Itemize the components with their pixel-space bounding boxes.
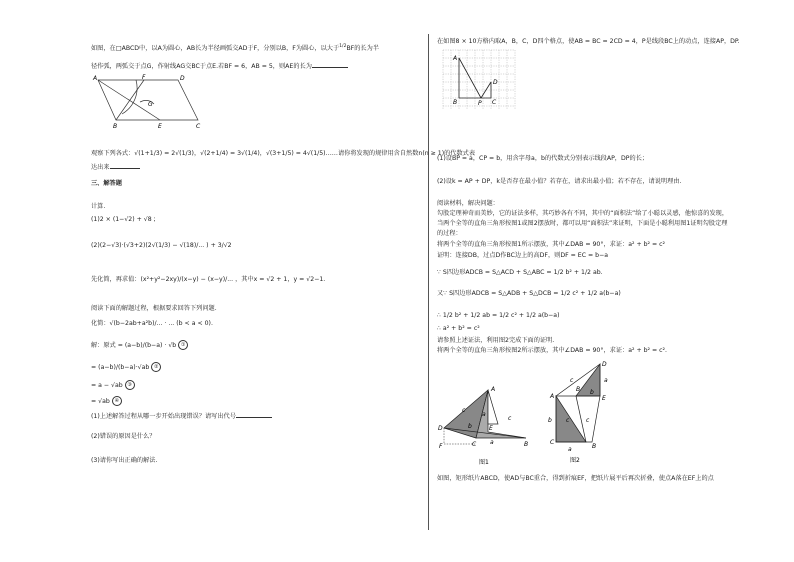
label-E: E xyxy=(158,123,162,130)
q-reading-intro: 阅读下面的解题过程，根据要求回答下列问题. xyxy=(91,305,217,312)
label-F: F xyxy=(142,74,146,81)
label-B: B xyxy=(113,123,118,130)
step-mark: ② xyxy=(151,362,161,372)
q-reading-ask2: (2)错误的原因是什么？ xyxy=(91,433,156,440)
grid-figure xyxy=(441,48,523,114)
label-G: G xyxy=(148,101,153,108)
fig1-label-C: C xyxy=(472,441,477,448)
q-grid-ask2: (2)设k = AP + DP，k是否存在最小值？若存在，请求出最小值；若不存在，请说明理由. xyxy=(437,178,682,185)
q-reading2-p3: 的过程： xyxy=(437,230,462,237)
fig2-label-E: E xyxy=(602,395,606,402)
fig2-label-c3: c xyxy=(586,417,590,424)
q-reading2-p1: 勾股定理神奇而美妙，它的证法多样，其巧妙各有不同，其中的“面积法”给了小聪以灵感，他惊喜的发现， xyxy=(437,210,729,217)
q-reading2-p11: 将两个全等的直角三角形按图2所示摆放，其中∠DAB = 90°，求证：a² + b² = c². xyxy=(437,347,667,354)
parallelogram-shape xyxy=(98,80,198,120)
q-reading-step4: = √ab ④ xyxy=(91,396,122,406)
fig1-label-a: a xyxy=(482,411,486,418)
answer-blank[interactable] xyxy=(236,411,272,418)
q-reading-task: 化简：√(b−2ab+a²b)/... · ... (b < a < 0). xyxy=(91,320,213,327)
fig2-label-c: c xyxy=(570,377,574,384)
grid-label-A: A xyxy=(453,55,458,62)
fig2-label-a: a xyxy=(604,377,608,384)
q-reading-ask1: (1)上述解答过程从哪一步开始出现错误？请写出代号 xyxy=(91,411,272,421)
grid-label-C: C xyxy=(492,99,497,106)
grid-label-D: D xyxy=(493,79,498,86)
fig2-label-A: A xyxy=(550,393,555,400)
q-reading-step3: = a − √ab ③ xyxy=(91,380,135,390)
q-reading-step2: = (a−b)/(b−a)·√ab ② xyxy=(91,362,161,372)
q-reading-step1: 解：原式 = (a−b)/(b−a) · √b ① xyxy=(91,340,188,350)
q-grid-ask1: (1)设BP = a，CP = b，用含字母a，b的代数式分别表示线段AP，DP的长； xyxy=(437,155,649,162)
step-mark: ④ xyxy=(112,396,122,406)
fig1-label-B: B xyxy=(524,441,529,448)
fig2-triangle-bottom xyxy=(556,396,586,442)
fig2-label-b: b xyxy=(590,389,594,396)
q-reading2-p10: 请参照上述证法，利用图2完成下面的证明. xyxy=(437,337,555,344)
step-mark: ① xyxy=(178,340,188,350)
fig2-caption: 图2 xyxy=(570,457,580,464)
fig2-label-B: B xyxy=(576,386,581,393)
section-heading: 三、解答题 xyxy=(91,180,122,187)
q-pattern-line1: 观察下列各式：√(1+1/3) = 2√(1/3)，√(2+1/4) = 3√(1/4)，√(3+1/5) = 4√(1/5)……请你将发现的规律用含自然数n(n ≥ 1)的代数式表 xyxy=(91,150,476,157)
column-divider xyxy=(428,34,429,530)
answer-blank[interactable] xyxy=(312,61,348,68)
q-parallelogram-line2: 径作弧，两弧交于点G，作射线AG交BC于点E.若BF = 6，AB = 5，则AE的长为 xyxy=(91,61,348,71)
q-reading2-p5: 证明：连接DB，过点D作BC边上的高DF，则DF = EC = b−a xyxy=(437,252,609,259)
q-reading2-p4: 将两个全等的直角三角形按图1所示摆放，其中∠DAB = 90°，求证：a² + b² = c² xyxy=(437,241,665,248)
q-grid-line1: 在如图8 × 10方格内取A，B，C，D四个格点，使AB = BC = 2CD = 4，P是线段BC上的动点，连接AP，DP. xyxy=(437,38,740,45)
q-reading2-heading: 阅读材料，解决问题： xyxy=(437,200,499,207)
step-mark: ③ xyxy=(125,380,135,390)
fig1-label-b: b xyxy=(468,423,472,430)
q-reading2-p2: 当两个全等的直角三角形按图1或图2摆放时，都可以用“面积法”来证明，下面是小聪利用图1证明勾股定理 xyxy=(437,220,728,227)
segment-ap xyxy=(459,58,481,98)
q-compute-item1: (1)2 × (1−√2) + √8 ; xyxy=(91,216,156,223)
fig1-inner xyxy=(488,390,498,424)
fig2-label-C: C xyxy=(550,439,555,446)
q-reading2-p8: ∴ 1/2 b² + 1/2 ab = 1/2 c² + 1/2 a(b−a) xyxy=(437,312,560,319)
q-reading2-p9: ∴ a² + b² = c² xyxy=(437,325,480,332)
fig2-label-D: D xyxy=(602,361,607,368)
fig1-label-E: E xyxy=(489,425,493,432)
fig2-label-B2: B xyxy=(592,443,597,450)
fig1-label-a2: a xyxy=(490,439,494,446)
grid-label-B: B xyxy=(453,99,458,106)
q-fold: 如图，矩形纸片ABCD，使AD与BC重合，得到折痕EF，把纸片展平后再次折叠，使点A落在EF上的点 xyxy=(437,475,714,482)
fig1-caption: 图1 xyxy=(479,459,489,466)
parallelogram-figure xyxy=(92,74,204,130)
fig2-label-c2: c xyxy=(566,417,570,424)
q-pattern-line2: 达出来 xyxy=(91,162,140,172)
answer-blank[interactable] xyxy=(110,162,140,169)
fig1-label-A: A xyxy=(491,386,496,393)
q-compute-heading: 计算. xyxy=(91,203,106,210)
segment-bf xyxy=(116,80,144,120)
q-parallelogram-line1: 如图，在□ABCD中，以A为圆心，AB长为半径画弧交AD于F，分别以B，F为圆心，以大于$^{1/2}$BF的长为半 xyxy=(91,44,379,53)
q-simplify: 先化简，再求值：(x²+y²−2xy)/(x−y) − (x−y)/... ，其中x = √2 + 1，y = √2−1. xyxy=(91,276,326,283)
q-compute-item2: (2)(2−√3)·(√3+2)(2√(1/3) − √(18)/... ) + 3/√2 xyxy=(91,242,232,249)
label-A: A xyxy=(93,75,98,82)
q-reading2-p7: 又∵ S四边形ADCB = S△ADB + S△DCB = 1/2 c² + 1/2 a(b−a) xyxy=(437,290,621,297)
q-reading-ask3: (3)请你写出正确的解法. xyxy=(91,457,158,464)
fig1-label-F: F xyxy=(439,443,443,450)
fig2-label-b2: b xyxy=(548,417,552,424)
fig1-label-D: D xyxy=(438,425,443,432)
label-D: D xyxy=(180,75,185,82)
grid-label-P: P xyxy=(478,100,482,107)
fig2-label-a2: a xyxy=(568,446,572,453)
figure-2 xyxy=(546,360,622,466)
fig1-label-c: c xyxy=(462,407,466,414)
figure-1 xyxy=(436,384,536,466)
q-reading2-p6: ∵ S四边形ADCB = S△ACD + S△ABC = 1/2 b² + 1/2 ab. xyxy=(437,269,603,276)
fig1-label-c2: c xyxy=(508,415,512,422)
label-C: C xyxy=(196,123,201,130)
